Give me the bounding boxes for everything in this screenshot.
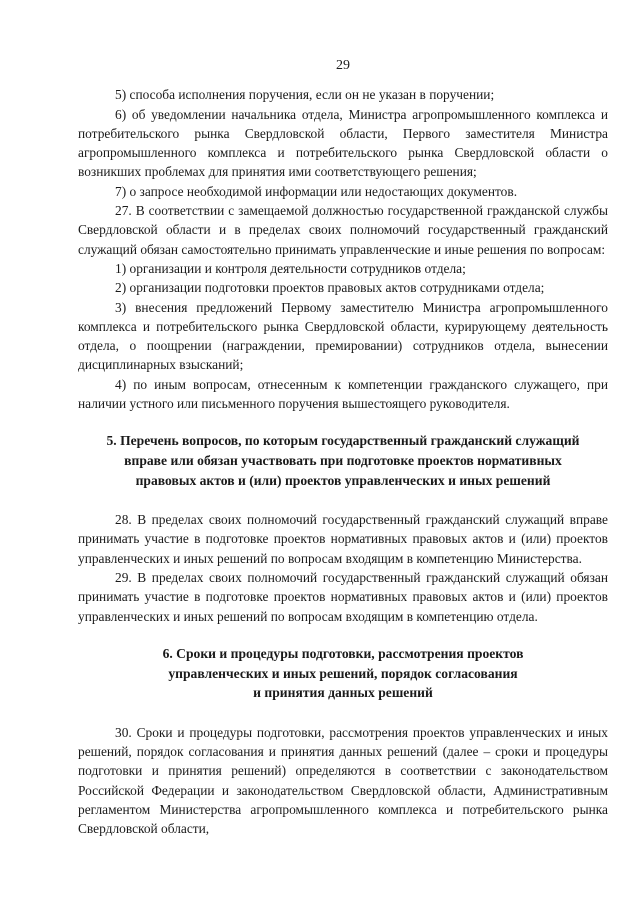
clause-30: 30. Сроки и процедуры подготовки, рассмотрения проектов управленческих и иных решений, порядок согласования и принятия данных решений (далее – сроки и процедуры подготовки и принятия решений) определяются в соответствии с законодательством Российской Федерации и законодательством Свердловской области, Административным регламентом Министерства агропромышленного комплекса и потребительского рынка Свердловской области, (78, 724, 608, 837)
section-5-heading-line: вправе или обязан участвовать при подготовке проектов нормативных (124, 452, 562, 468)
section-6-heading-line: 6. Сроки и процедуры подготовки, рассмотрения проектов (162, 645, 524, 661)
section-6-heading-line: управленческих и иных решений, порядок согласования (168, 665, 518, 681)
page-number: 29 (336, 58, 350, 73)
clause-27-item-1: 1) организации и контроля деятельности сотрудников отдела; (115, 260, 466, 276)
section-5-heading (78, 431, 608, 490)
clause-27: 27. В соответствии с замещаемой должностью государственной гражданской службы Свердловской области и в пределах своих полномочий государственный гражданский служащий обязан самостоятельно принимать управленческие и иные решения по вопросам: (78, 203, 608, 257)
clause-27-item-2: 2) организации подготовки проектов правовых актов сотрудниками отдела; (115, 280, 545, 296)
list-item-7: 7) о запросе необходимой информации или недостающих документов. (115, 183, 518, 199)
list-item-5: 5) способа исполнения поручения, если он не указан в поручении; (115, 87, 495, 103)
clause-27-item-3: 3) внесения предложений Первому заместителю Министра агропромышленного комплекса и потребительского рынка Свердловской области, курирующему деятельность отдела, о поощрении (награждении, премировании) сотрудников отдела, вынесении дисциплинарных взысканий; (78, 299, 608, 373)
section-6-heading-line: и принятия данных решений (253, 685, 433, 701)
document-page (78, 56, 608, 838)
section-5-heading-line: правовых актов и (или) проектов управленческих и иных решений (135, 472, 551, 488)
list-item-6: 6) об уведомлении начальника отдела, Министра агропромышленного комплекса и потребительского рынка Свердловской области, Первого заместителя Министра агропромышленного комплекса и потребительского рынка Свердловской области о возникших проблемах для принятия ими соответствующего решения; (78, 106, 608, 180)
section-6-heading (78, 644, 608, 703)
clause-29: 29. В пределах своих полномочий государственный гражданский служащий обязан принимать участие в подготовке проектов нормативных правовых актов и (или) проектов управленческих и иных решений по вопросам входящим в компетенцию отдела. (78, 570, 608, 624)
clause-27-item-4: 4) по иным вопросам, отнесенным к компетенции гражданского служащего, при наличии устного или письменного поручения вышестоящего руководителя. (78, 376, 608, 412)
section-5-heading-line: 5. Перечень вопросов, по которым государственный гражданский служащий (106, 433, 580, 449)
clause-28: 28. В пределах своих полномочий государственный гражданский служащий вправе принимать участие в подготовке проектов нормативных правовых актов и (или) проектов управленческих и иных решений по вопросам входящим в компетенцию Министерства. (78, 512, 608, 566)
